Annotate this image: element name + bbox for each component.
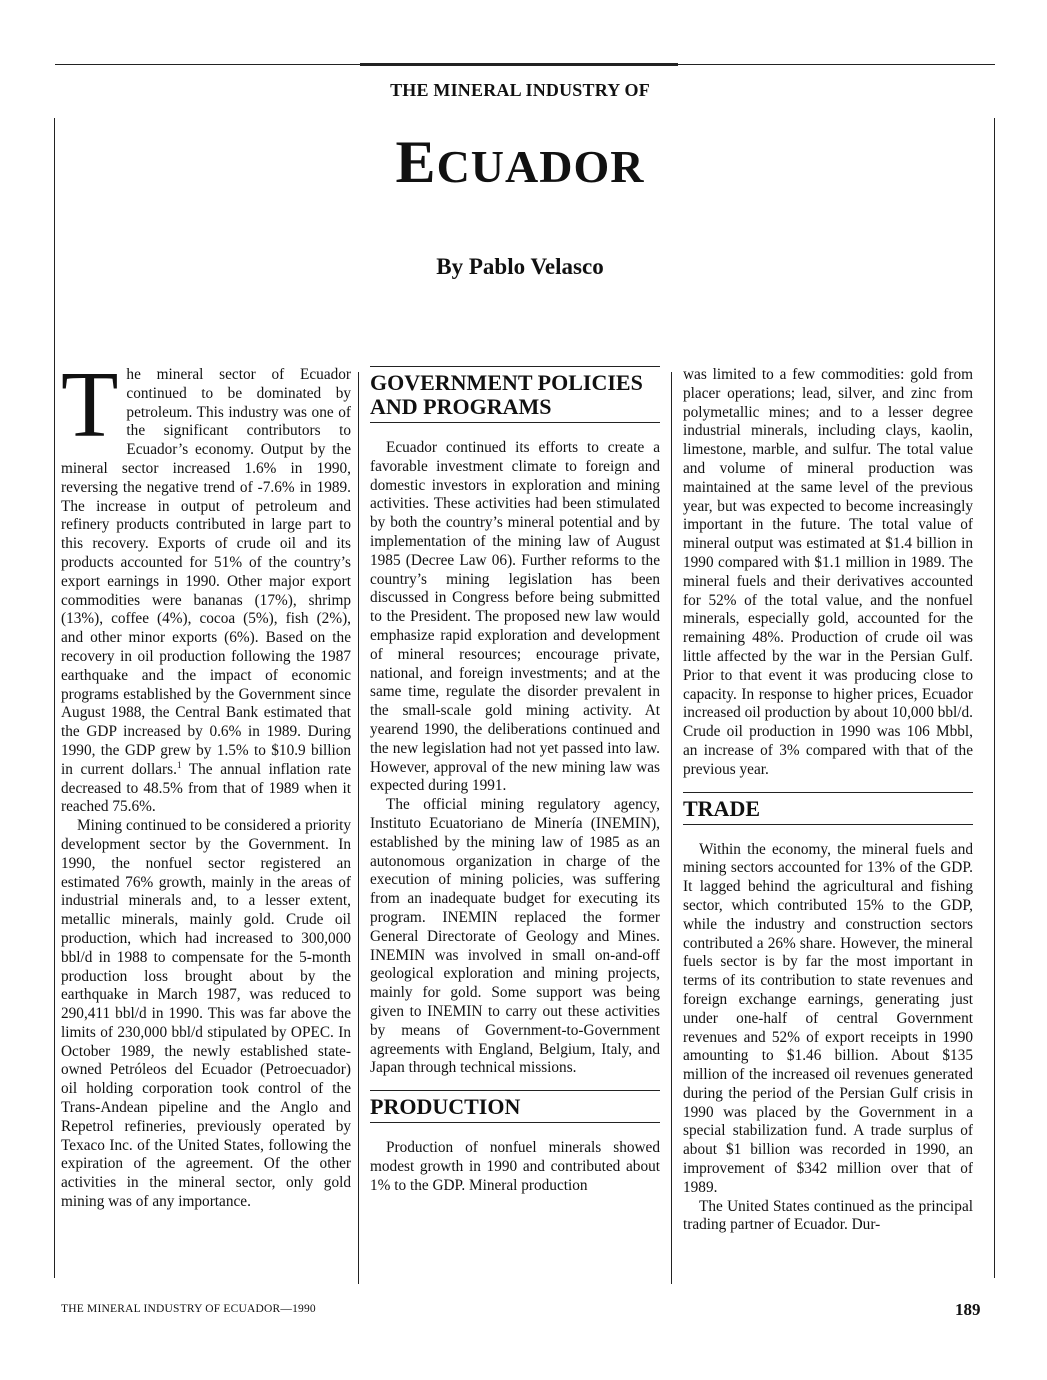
column-2 [370,366,660,1195]
section-spacer [370,1078,660,1090]
page-title [0,129,1040,195]
paragraph: Ecuador continued its efforts to create a favorable investment climate to foreign and domestic investors in exploration and mining activities. These activities had been stimulated by both the country’s mineral potential and by implementation of the mining law of August 1985 (Decree Law 06). Further reforms to the country’s mining legislation has been discussed in Congress before being submitted to the President. The proposed new law would emphasize rapid exploration and development of mineral resources; encourage private, national, and foreign investments; and at the same time, regulate the disorder prevalent in the small-scale gold mining activity. At yearend 1990, the deliberations continued and the new legislation had not yet passed into law. However, approval of the new mining law was expected during 1991. [370,439,660,795]
top-rule-accent [360,63,678,66]
author-line: By Pablo Velasco [436,254,604,279]
section-heading: PRODUCTION [370,1090,660,1123]
paragraph: Mining continued to be considered a priority development sector by the Government. In 1990, the nonfuel sector registered an estimated 76% growth, mainly in the areas of industrial minerals and, to a lesser extent, metallic minerals, mainly gold. Crude oil production, which had increased to 300,000 bbl/d in 1988 to compensate for the 5-month production loss brought about by the earthquake in March 1987, was reduced to 290,411 bbl/d in 1990. This was far above the limits of 230,000 bbl/d stipulated by OPEC. In October 1989, the newly established state-owned Petróleos del Ecuador (Petroecuador) oil holding corporation took control of the Trans-Andean pipeline and the Anglo and Repetrol refineries, previously operated by Texaco Inc. of the United States, following the expiration of the agreement. Of the other activities in the mineral sector, only gold mining was of any importance. [61,817,351,1211]
title-initial: E [395,129,437,195]
paragraph: Production of nonfuel minerals showed modest growth in 1990 and contributed about 1% to the GDP. Mineral production [370,1139,660,1194]
left-column-rule [54,118,55,1278]
column-divider-1 [358,372,359,1284]
column-3 [683,366,973,1235]
section-heading: GOVERNMENT POLICIES AND PROGRAMS [370,366,660,423]
paragraph: Within the economy, the mineral fuels and mining sectors accounted for 13% of the GDP. It lagged behind the agricultural and fishing sector, which contributed 15% to the GDP, while the industry and construction sectors contributed a 26% share. However, the mineral fuels sector is by far the most important in terms of its contribution to state revenues and foreign exchange earnings, generating just under one-half of central Government revenues and 52% of export receipts in 1990 amounting to $1.46 billion. About $135 million of the increased oil revenues generated during the period of the Persian Gulf crisis in 1990 was placed by the Government in a special stabilization fund. A trade surplus of about $1 billion was recorded in 1990, an improvement of $342 million over that of 1989. [683,840,973,1196]
footnote-marker: 1 [176,759,182,770]
title-rest: CUADOR [436,141,645,192]
paragraph: was limited to a few commodities: gold from placer operations; lead, silver, and zinc from polymetallic mines; and to a lesser degree industrial minerals, including clays, kaolin, limestone, marble, and sulfur. The total value and volume of mineral production was maintained at the same level of the previous year, but was expected to become increasingly important in the future. The total value of mineral output was estimated at $1.4 billion in 1990 compared with $1.1 million in 1989. The mineral fuels and their derivatives accounted for 52% of the total value, and the nonfuel minerals, especially gold, accounted for the remaining 48%. Production of crude oil was little affected by the war in the Persian Gulf. Prior to that event it was producing close to capacity. In response to higher prices, Ecuador increased oil production by about 10,000 bbl/d. Crude oil production in 1990 was 106 Mbbl, an increase of 3% compared with that of the previous year. [683,366,973,778]
paragraph: The United States continued as the principal trading partner of Ecuador. Dur- [683,1197,973,1234]
column-divider-2 [671,372,672,1284]
paragraph-text: The annual inflation rate decreased to 48.5% from that of 1989 when it reached 75.6%. [61,760,351,816]
running-footer: THE MINERAL INDUSTRY OF ECUADOR—1990 [61,1303,316,1315]
byline [0,254,1040,280]
drop-cap: T [61,353,119,457]
page-number: 189 [955,1300,981,1319]
section-spacer [683,780,973,792]
section-heading: TRADE [683,792,973,825]
chapter-kicker: THE MINERAL INDUSTRY OF [390,80,650,100]
column-1 [61,353,351,1212]
paragraph-text: he mineral sector of Ecuador continued to be dominated by petroleum. This industry was one of the significant contributors to Ecuador’s economy. Output by the mineral sector increased 1.6% in 1990, reversing the negative trend of -7.6% in 1989. The increase in output of petroleum and refinery products contributed in large part to this recovery. Exports of crude oil and its products accounted for 51% of the country’s export earnings in 1990. Other major export commodities were bananas (17%), shrimp (13%), coffee (4%), cocoa (5%), fish (2%), and other minor exports (6%). Based on the recovery in oil production following the 1987 earthquake and the impact of economic programs established by the Government since August 1988, the Central Bank estimated that the GDP increased by 0.6% in 1989. During 1990, the GDP grew by 1.5% to $10.9 billion in current dollars. [61,366,351,778]
paragraph [61,353,351,817]
right-column-rule [994,118,995,1278]
paragraph: The official mining regulatory agency, Instituto Ecuatoriano de Minería (INEMIN), established by the mining law of 1985 as an autonomous organization in charge of the execution of mining policies, was suffering from an inadequate budget for executing its program. INEMIN replaced the former General Directorate of Geology and Mines. INEMIN was involved in small on-and-off geological exploration and mining projects, mainly for gold. Some support was being given to INEMIN to carry out these activities by means of Government-to-Government agreements with England, Belgium, Italy, and Japan through technical missions. [370,796,660,1077]
